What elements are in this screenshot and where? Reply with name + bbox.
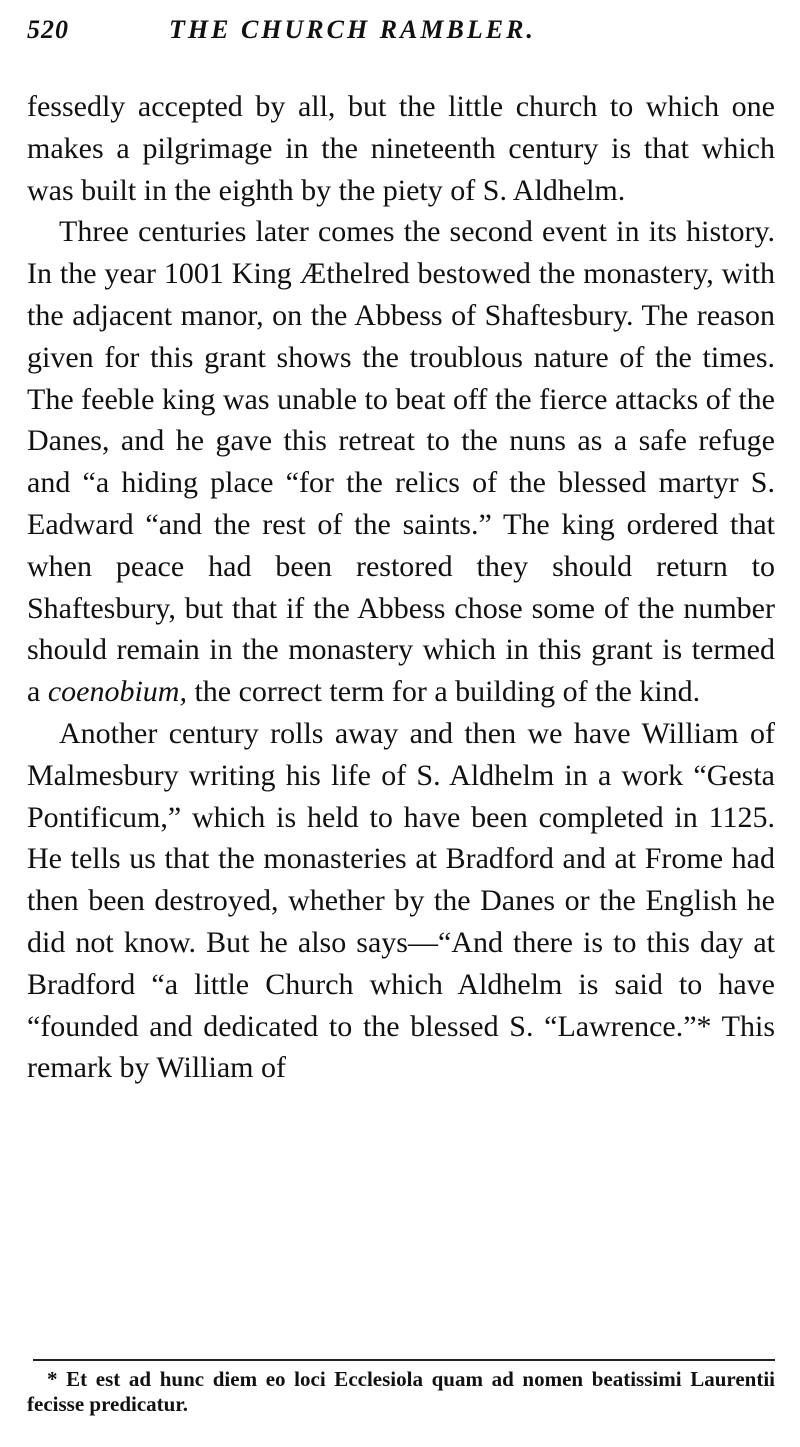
footnote-text: * Et est ad hunc diem eo loci Ecclesiola quam ad nomen beatissimi Laurentii fecisse predicatur. (27, 1367, 775, 1416)
footnote (27, 1367, 775, 1417)
running-title: THE CHURCH RAMBLER. (169, 15, 536, 44)
italic-term: coenobium, (47, 675, 187, 709)
paragraph-2-ending: the correct term for a building of the kind. (194, 675, 701, 709)
paragraph-2-text: Three centuries later comes the second event in its history. In the year 1001 King Æthelred bestowed the monastery, with the adjacent manor, on the Abbess of Shaftesbury. The reason given for this grant shows the troublous nature of the times. The feeble king was unable to beat off the fierce attacks of the Danes, and he gave this retreat to the nuns as a safe refuge and “a hiding place “for the relics of the blessed martyr S. Eadward “and the rest of the saints.” The king ordered that when peace had been restored they should return to Shaftesbury, but that if the Abbess chose some of the number should remain in the monastery which in this grant is termed a (27, 215, 775, 709)
paragraph-1: fessedly accepted by all, but the little church to which one makes a pilgrimage in the nineteenth century is that which was built in the eighth by the piety of S. Aldhelm. (27, 90, 775, 207)
running-header (27, 10, 775, 86)
page-number: 520 (27, 15, 69, 44)
paragraph-2 (27, 211, 775, 713)
body-text (27, 86, 775, 1089)
paragraph-3: Another century rolls away and then we have William of Malmesbury writing his life of S. Aldhelm in a work “Gesta Pontificum,” which is held to have been completed in 1125. He tells us that the monasteries at Bradford and at Frome had then been destroyed, whether by the Danes or the English he did not know. But he also says—“And there is to this day at Bradford “a little Church which Aldhelm is said to have “founded and dedicated to the blessed S. “Lawrence.”* This remark by William of (27, 716, 775, 1085)
footnote-rule (33, 1359, 775, 1361)
